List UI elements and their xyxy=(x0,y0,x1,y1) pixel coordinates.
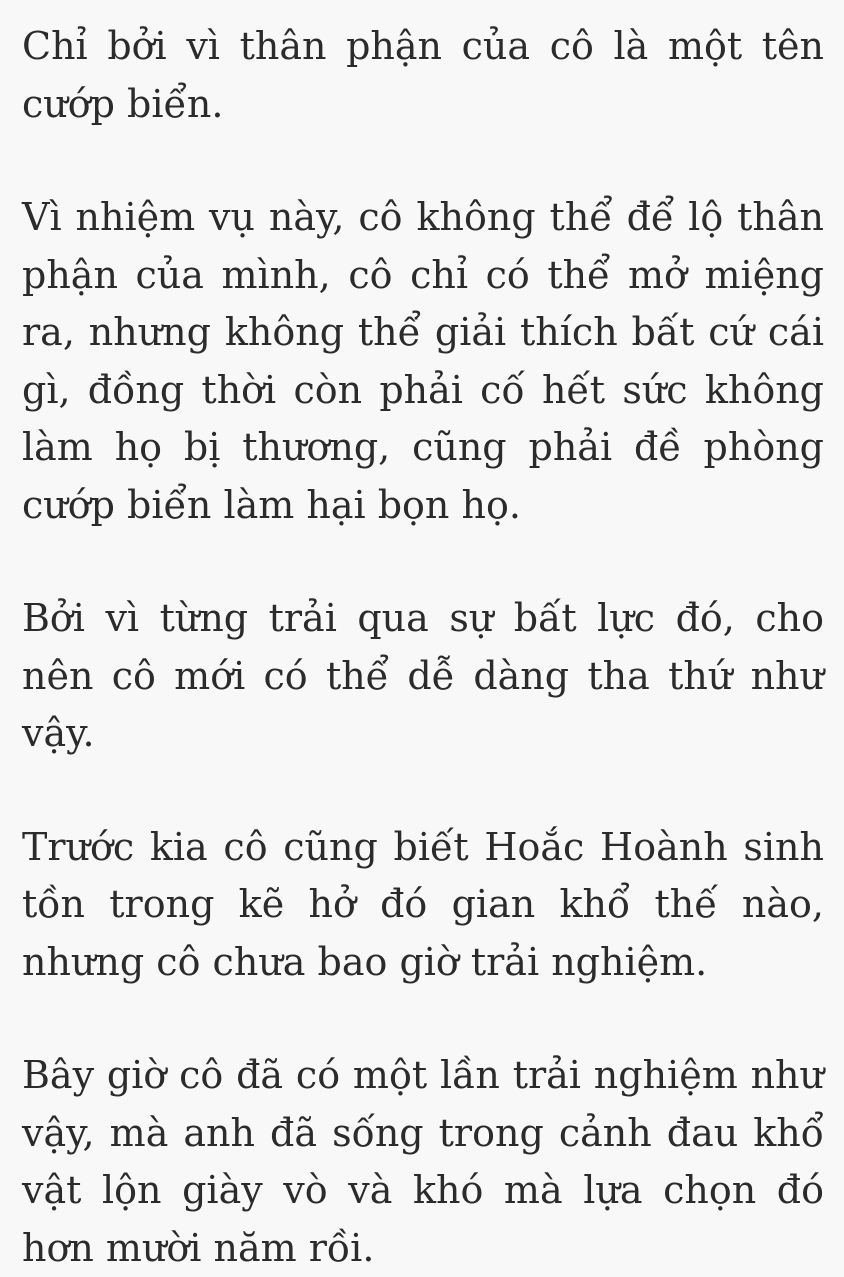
paragraph-3: Bởi vì từng trải qua sự bất lực đó, cho nên cô mới có thể dễ dàng tha thứ như vậy. xyxy=(22,596,824,755)
paragraph-2: Vì nhiệm vụ này, cô không thể để lộ thân phận của mình, cô chỉ có thể mở miệng ra, nhưng không thể giải thích bất cứ cái gì, đồng thời còn phải cố hết sức không làm họ bị thương, cũng phải đề phòng cướp biển làm hại bọn họ. xyxy=(22,195,824,527)
paragraph-1: Chỉ bởi vì thân phận của cô là một tên cướp biển. xyxy=(22,24,824,126)
reading-content xyxy=(22,18,824,1277)
paragraph-5: Bây giờ cô đã có một lần trải nghiệm như vậy, mà anh đã sống trong cảnh đau khổ vật lộn giày vò và khó mà lựa chọn đó hơn mười năm rồi. xyxy=(22,1053,824,1270)
paragraph-4: Trước kia cô cũng biết Hoắc Hoành sinh tồn trong kẽ hở đó gian khổ thế nào, nhưng cô chưa bao giờ trải nghiệm. xyxy=(22,824,824,984)
